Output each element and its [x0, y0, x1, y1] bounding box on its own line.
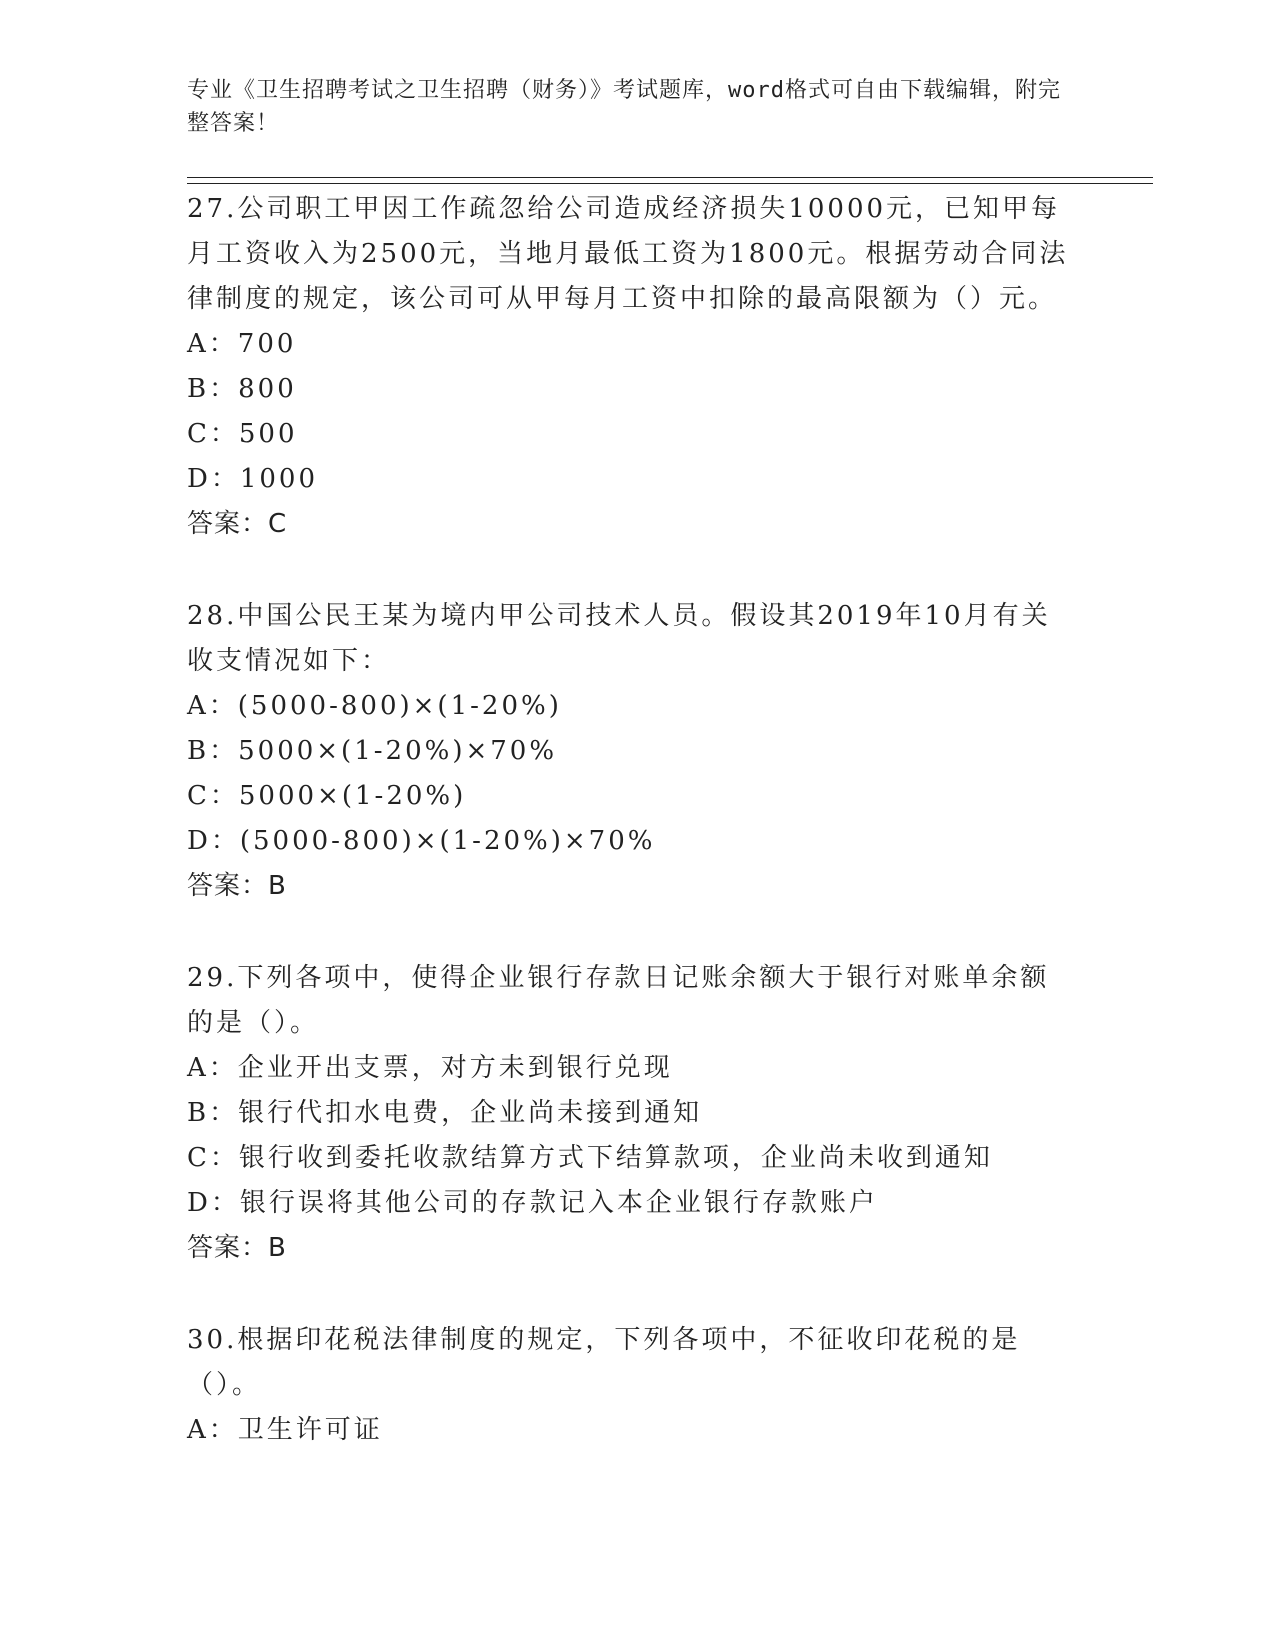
option-a: A：(5000-800)×(1-20%) [187, 691, 562, 721]
option-c: C：500 [187, 419, 298, 449]
header-divider-bottom [187, 183, 1153, 184]
question-stem: 30.根据印花税法律制度的规定，下列各项中，不征收印花税的是（）。 [187, 1325, 1021, 1400]
option-b: B：5000×(1-20%)×70% [187, 736, 558, 766]
option-b: B：800 [187, 374, 297, 404]
option-d: D：银行误将其他公司的存款记入本企业银行存款账户 [187, 1188, 878, 1218]
question-stem: 28.中国公民王某为境内甲公司技术人员。假设其2019年10月有关收支情况如下： [187, 601, 1051, 676]
option-a: A：卫生许可证 [187, 1415, 383, 1445]
header-divider-top [187, 177, 1153, 178]
document-header: 专业《卫生招聘考试之卫生招聘（财务）》考试题库，word格式可自由下载编辑，附完整答案！ [187, 78, 1061, 136]
question-30 [187, 1318, 1077, 1453]
option-d: D：(5000-800)×(1-20%)×70% [187, 826, 656, 856]
option-a: A：企业开出支票，对方未到银行兑现 [187, 1053, 673, 1083]
option-b: B：银行代扣水电费，企业尚未接到通知 [187, 1098, 703, 1128]
answer-line: 答案：C [187, 509, 288, 539]
question-stem: 29.下列各项中，使得企业银行存款日记账余额大于银行对账单余额的是（）。 [187, 963, 1050, 1038]
question-27 [187, 187, 1077, 547]
option-d: D：1000 [187, 464, 319, 494]
question-28 [187, 594, 1077, 909]
option-c: C：银行收到委托收款结算方式下结算款项，企业尚未收到通知 [187, 1143, 993, 1173]
option-c: C：5000×(1-20%) [187, 781, 467, 811]
answer-line: 答案：B [187, 871, 287, 901]
option-a: A：700 [187, 329, 297, 359]
question-29 [187, 956, 1077, 1271]
question-stem: 27.公司职工甲因工作疏忽给公司造成经济损失10000元，已知甲每月工资收入为2500元，当地月最低工资为1800元。根据劳动合同法律制度的规定，该公司可从甲每月工资中扣除的最高限额为（）元。 [187, 194, 1069, 314]
answer-line: 答案：B [187, 1233, 287, 1263]
question-list [187, 187, 1077, 1500]
